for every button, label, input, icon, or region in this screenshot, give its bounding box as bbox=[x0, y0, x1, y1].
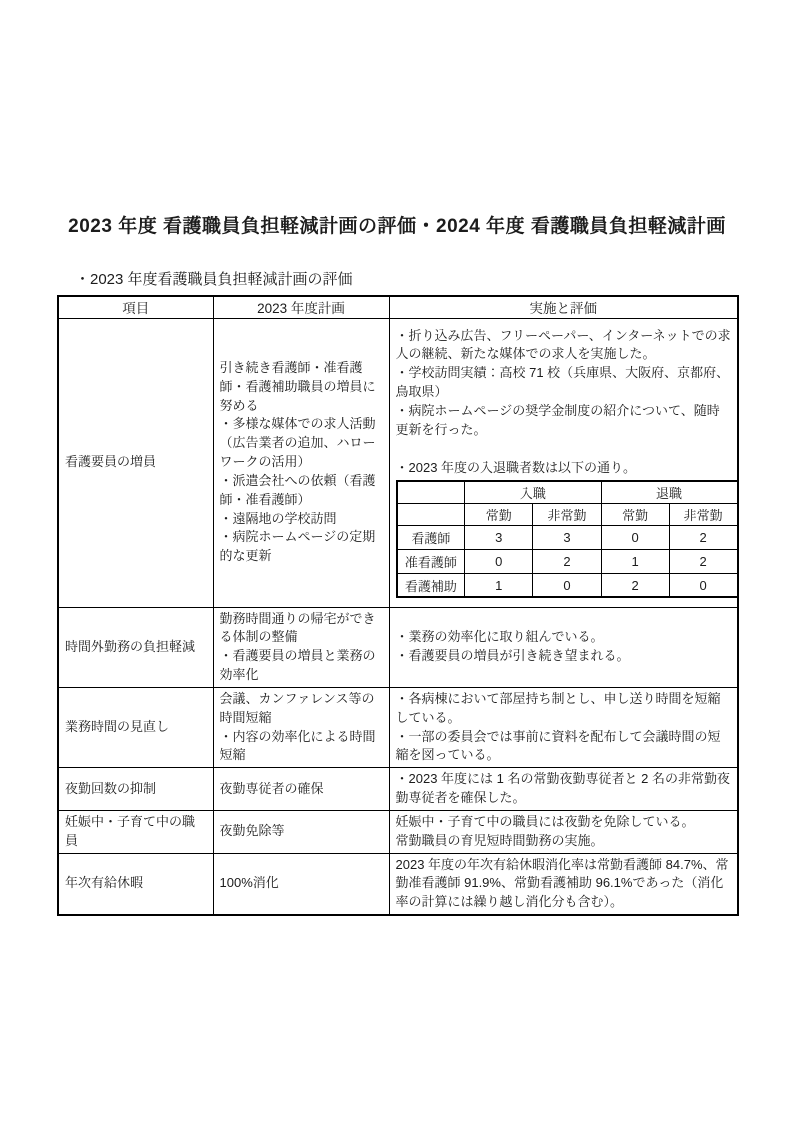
evaluation-cell bbox=[389, 810, 738, 853]
plan-cell bbox=[213, 318, 389, 607]
row-nursing-staff-increase bbox=[58, 318, 738, 607]
evaluation-cell bbox=[389, 318, 738, 607]
row-pregnancy-childcare-staff bbox=[58, 810, 738, 853]
nested-value: 0 bbox=[465, 549, 533, 573]
nested-subheader: 常勤 bbox=[601, 503, 669, 525]
item-cell bbox=[58, 810, 213, 853]
nested-group-header-row bbox=[397, 481, 738, 503]
plan-text: 勤務時間通りの帰宅ができる体制の整備 ・看護要員の増員と業務の効率化 bbox=[219, 610, 376, 683]
item-cell bbox=[58, 318, 213, 607]
nested-value: 1 bbox=[601, 549, 669, 573]
nested-group-departure: 退職 bbox=[601, 481, 737, 503]
nested-value: 2 bbox=[669, 525, 737, 549]
row-night-shift-count-control bbox=[58, 768, 738, 811]
hire-departure-table bbox=[396, 480, 739, 598]
evaluation-text: ・2023 年度には 1 名の常勤夜勤専従者と 2 名の非常勤夜勤専従者を確保した。 bbox=[395, 771, 730, 806]
col-header-plan: 2023 年度計画 bbox=[213, 296, 389, 318]
plan-text: 引き続き看護師・准看護師・看護補助職員の増員に努める ・多様な媒体での求人活動（広告業者の追加、ハローワークの活用） ・派遣会社への依頼（看護師・准看護師） ・遠隔地の学校訪問 ・病院ホームページの定期的な更新 bbox=[219, 359, 376, 564]
nested-value: 3 bbox=[533, 525, 601, 549]
evaluation-cell bbox=[389, 687, 738, 767]
nested-subheader: 常勤 bbox=[465, 503, 533, 525]
item-cell bbox=[58, 687, 213, 767]
plan-cell bbox=[213, 607, 389, 687]
nested-row-nursing-aide bbox=[397, 573, 738, 597]
row-overtime-burden-reduction bbox=[58, 607, 738, 687]
nested-value: 0 bbox=[533, 573, 601, 597]
nested-row-nurse bbox=[397, 525, 738, 549]
item-cell bbox=[58, 768, 213, 811]
plan-text: 100%消化 bbox=[219, 875, 279, 891]
evaluation-text: 2023 年度の年次有給休暇消化率は常勤看護師 84.7%、常勤准看護師 91.9%、常勤看護補助 96.1%であった（消化率の計算には繰り越し消化分も含む）。 bbox=[395, 856, 729, 910]
nested-value: 0 bbox=[601, 525, 669, 549]
plan-cell bbox=[213, 687, 389, 767]
item-cell bbox=[58, 853, 213, 915]
nested-value: 2 bbox=[533, 549, 601, 573]
evaluation-cell bbox=[389, 768, 738, 811]
nested-value: 1 bbox=[465, 573, 533, 597]
plan-cell bbox=[213, 810, 389, 853]
item-label: 年次有給休暇 bbox=[65, 875, 144, 891]
col-header-item: 項目 bbox=[58, 296, 213, 318]
header-row bbox=[58, 296, 738, 318]
col-header-evaluation: 実施と評価 bbox=[389, 296, 738, 318]
section-subtitle: ・2023 年度看護職員負担軽減計画の評価 bbox=[75, 271, 353, 288]
row-annual-paid-leave bbox=[58, 853, 738, 915]
evaluation-text: ・折り込み広告、フリーペーパー、インターネットでの求人の継続、新たな媒体での求人を実施した。 ・学校訪問実績：高校 71 校（兵庫県、大阪府、京都府、鳥取県） ・病院ホームページの奨学金制度の紹介について、随時更新を行った。 ・2023 年度の入退職者数は以下の通り。 bbox=[395, 327, 731, 475]
evaluation-table bbox=[57, 295, 739, 916]
nested-row-label: 看護師 bbox=[397, 525, 465, 549]
item-cell bbox=[58, 607, 213, 687]
evaluation-text: ・各病棟において部屋持ち制とし、申し送り時間を短縮している。 ・一部の委員会では事前に資料を配布して会議時間の短縮を図っている。 bbox=[395, 690, 721, 763]
nested-row-label: 准看護師 bbox=[397, 549, 465, 573]
nested-subheader: 非常勤 bbox=[533, 503, 601, 525]
nested-value: 3 bbox=[465, 525, 533, 549]
item-label: 夜勤回数の抑制 bbox=[65, 780, 157, 796]
evaluation-cell bbox=[389, 607, 738, 687]
nested-group-hire: 入職 bbox=[465, 481, 601, 503]
nested-corner-cell bbox=[397, 481, 465, 503]
row-work-hours-review bbox=[58, 687, 738, 767]
evaluation-text: ・業務の効率化に取り組んでいる。 ・看護要員の増員が引き続き望まれる。 bbox=[395, 629, 630, 664]
nested-subheader-row bbox=[397, 503, 738, 525]
evaluation-cell bbox=[389, 853, 738, 915]
nested-subheader: 非常勤 bbox=[669, 503, 737, 525]
plan-text: 夜勤専従者の確保 bbox=[219, 780, 324, 796]
plan-text: 会議、カンファレンス等の時間短縮 ・内容の効率化による時間短縮 bbox=[219, 690, 376, 763]
nested-value: 2 bbox=[601, 573, 669, 597]
nested-corner-cell bbox=[397, 503, 465, 525]
nested-value: 0 bbox=[669, 573, 737, 597]
evaluation-text: 妊娠中・子育て中の職員には夜勤を免除している。 常勤職員の育児短時間勤務の実施。 bbox=[395, 813, 695, 848]
page-title: 2023 年度 看護職員負担軽減計画の評価・2024 年度 看護職員負担軽減計画 bbox=[68, 216, 726, 237]
nested-row-assistant-nurse bbox=[397, 549, 738, 573]
item-label: 妊娠中・子育て中の職員 bbox=[65, 813, 196, 848]
plan-cell bbox=[213, 853, 389, 915]
item-label: 看護要員の増員 bbox=[65, 454, 157, 470]
plan-cell bbox=[213, 768, 389, 811]
nested-value: 2 bbox=[669, 549, 737, 573]
item-label: 時間外勤務の負担軽減 bbox=[65, 638, 196, 654]
nested-row-label: 看護補助 bbox=[397, 573, 465, 597]
plan-text: 夜勤免除等 bbox=[219, 823, 285, 839]
item-label: 業務時間の見直し bbox=[65, 719, 170, 735]
